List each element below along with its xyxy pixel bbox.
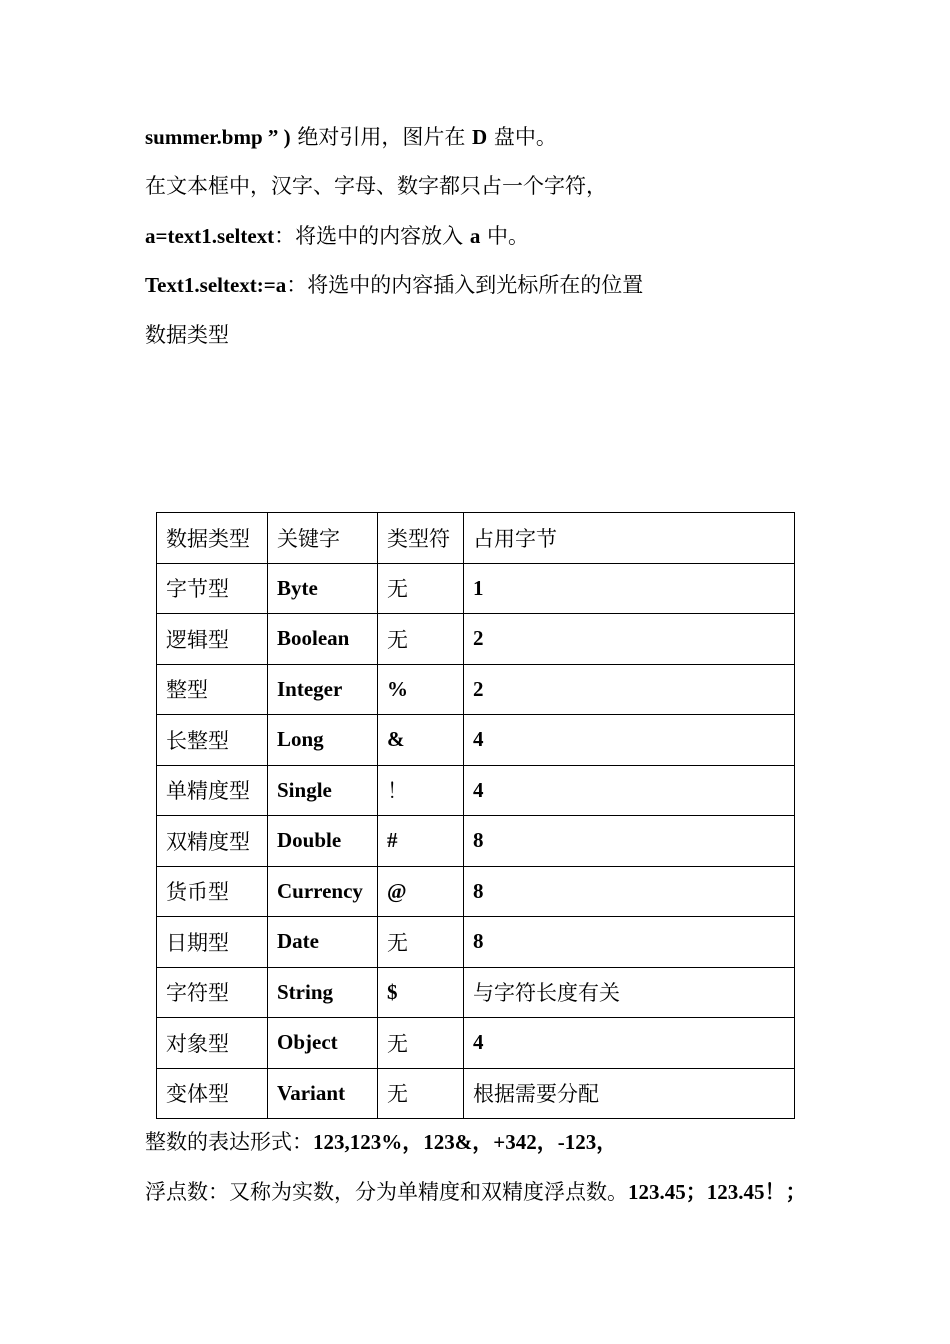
type-name-cell: 整型 (157, 664, 268, 715)
paragraph-seltext-set (145, 272, 643, 298)
code-text: a (469, 224, 481, 248)
table-row (157, 765, 795, 816)
type-name-cell: 货币型 (157, 866, 268, 917)
type-name-cell: 双精度型 (157, 816, 268, 867)
type-symbol-cell: 无 (378, 1018, 464, 1069)
keyword-cell: String (268, 967, 378, 1018)
paragraph-text: 浮点数：又称为实数，分为单精度和双精度浮点数。 (145, 1180, 628, 1204)
example-values: 123,123%，123&，+342，-123， (313, 1130, 618, 1154)
table-header-row (157, 513, 795, 564)
keyword-cell: Integer (268, 664, 378, 715)
example-values: 123.45；123.45！； (628, 1180, 807, 1204)
drive-letter: D (472, 125, 488, 149)
paragraph-text: 整数的表达形式： (145, 1130, 313, 1154)
keyword-cell: Variant (268, 1068, 378, 1119)
paragraph-seltext-get (145, 223, 529, 249)
bytes-cell: 2 (464, 664, 795, 715)
type-symbol-cell: 无 (378, 1068, 464, 1119)
paragraph-text: ：将选中的内容放入 (274, 224, 470, 248)
bytes-cell: 2 (464, 614, 795, 665)
type-name-cell: 单精度型 (157, 765, 268, 816)
paragraph-integer-forms (145, 1129, 617, 1155)
table-row (157, 664, 795, 715)
header-cell: 类型符 (378, 513, 464, 564)
paragraph-text: 中。 (480, 224, 530, 248)
keyword-cell: Long (268, 715, 378, 766)
section-heading: 数据类型 (145, 323, 229, 347)
type-symbol-cell: $ (378, 967, 464, 1018)
type-symbol-cell: % (378, 664, 464, 715)
type-name-cell: 逻辑型 (157, 614, 268, 665)
table-row (157, 866, 795, 917)
paragraph-textbox: 在文本框中，汉字、字母、数字都只占一个字符， (145, 174, 607, 198)
bytes-cell: 4 (464, 765, 795, 816)
type-symbol-cell: 无 (378, 614, 464, 665)
paragraph-summer (145, 124, 557, 150)
bytes-cell: 4 (464, 715, 795, 766)
bytes-cell: 1 (464, 563, 795, 614)
header-cell: 数据类型 (157, 513, 268, 564)
type-name-cell: 对象型 (157, 1018, 268, 1069)
table-row (157, 816, 795, 867)
header-cell: 占用字节 (464, 513, 795, 564)
header-cell: 关键字 (268, 513, 378, 564)
bytes-cell: 4 (464, 1018, 795, 1069)
table-row (157, 563, 795, 614)
type-symbol-cell: 无 (378, 917, 464, 968)
paragraph-text: ：将选中的内容插入到光标所在的位置 (286, 273, 644, 297)
table-row (157, 715, 795, 766)
table-row (157, 1018, 795, 1069)
type-name-cell: 日期型 (157, 917, 268, 968)
type-symbol-cell: # (378, 816, 464, 867)
table-row (157, 967, 795, 1018)
table-row (157, 917, 795, 968)
code-text: Text1.seltext:=a (145, 273, 287, 297)
filename-text: summer.bmp ” ) (145, 125, 291, 149)
type-symbol-cell: ！ (378, 765, 464, 816)
type-name-cell: 字节型 (157, 563, 268, 614)
type-name-cell: 长整型 (157, 715, 268, 766)
keyword-cell: Currency (268, 866, 378, 917)
type-symbol-cell: @ (378, 866, 464, 917)
paragraph-text: 盘中。 (487, 125, 557, 149)
bytes-cell: 8 (464, 917, 795, 968)
bytes-cell: 与字符长度有关 (464, 967, 795, 1018)
keyword-cell: Object (268, 1018, 378, 1069)
keyword-cell: Single (268, 765, 378, 816)
table-row (157, 614, 795, 665)
bytes-cell: 根据需要分配 (464, 1068, 795, 1119)
bytes-cell: 8 (464, 866, 795, 917)
paragraph-text: 绝对引用，图片在 (290, 125, 473, 149)
keyword-cell: Boolean (268, 614, 378, 665)
keyword-cell: Byte (268, 563, 378, 614)
paragraph-float-forms (145, 1179, 807, 1205)
keyword-cell: Date (268, 917, 378, 968)
type-name-cell: 变体型 (157, 1068, 268, 1119)
table-row (157, 1068, 795, 1119)
code-text: a=text1.seltext (145, 224, 275, 248)
type-symbol-cell: & (378, 715, 464, 766)
type-symbol-cell: 无 (378, 563, 464, 614)
data-type-table (156, 512, 795, 1119)
keyword-cell: Double (268, 816, 378, 867)
bytes-cell: 8 (464, 816, 795, 867)
type-name-cell: 字符型 (157, 967, 268, 1018)
